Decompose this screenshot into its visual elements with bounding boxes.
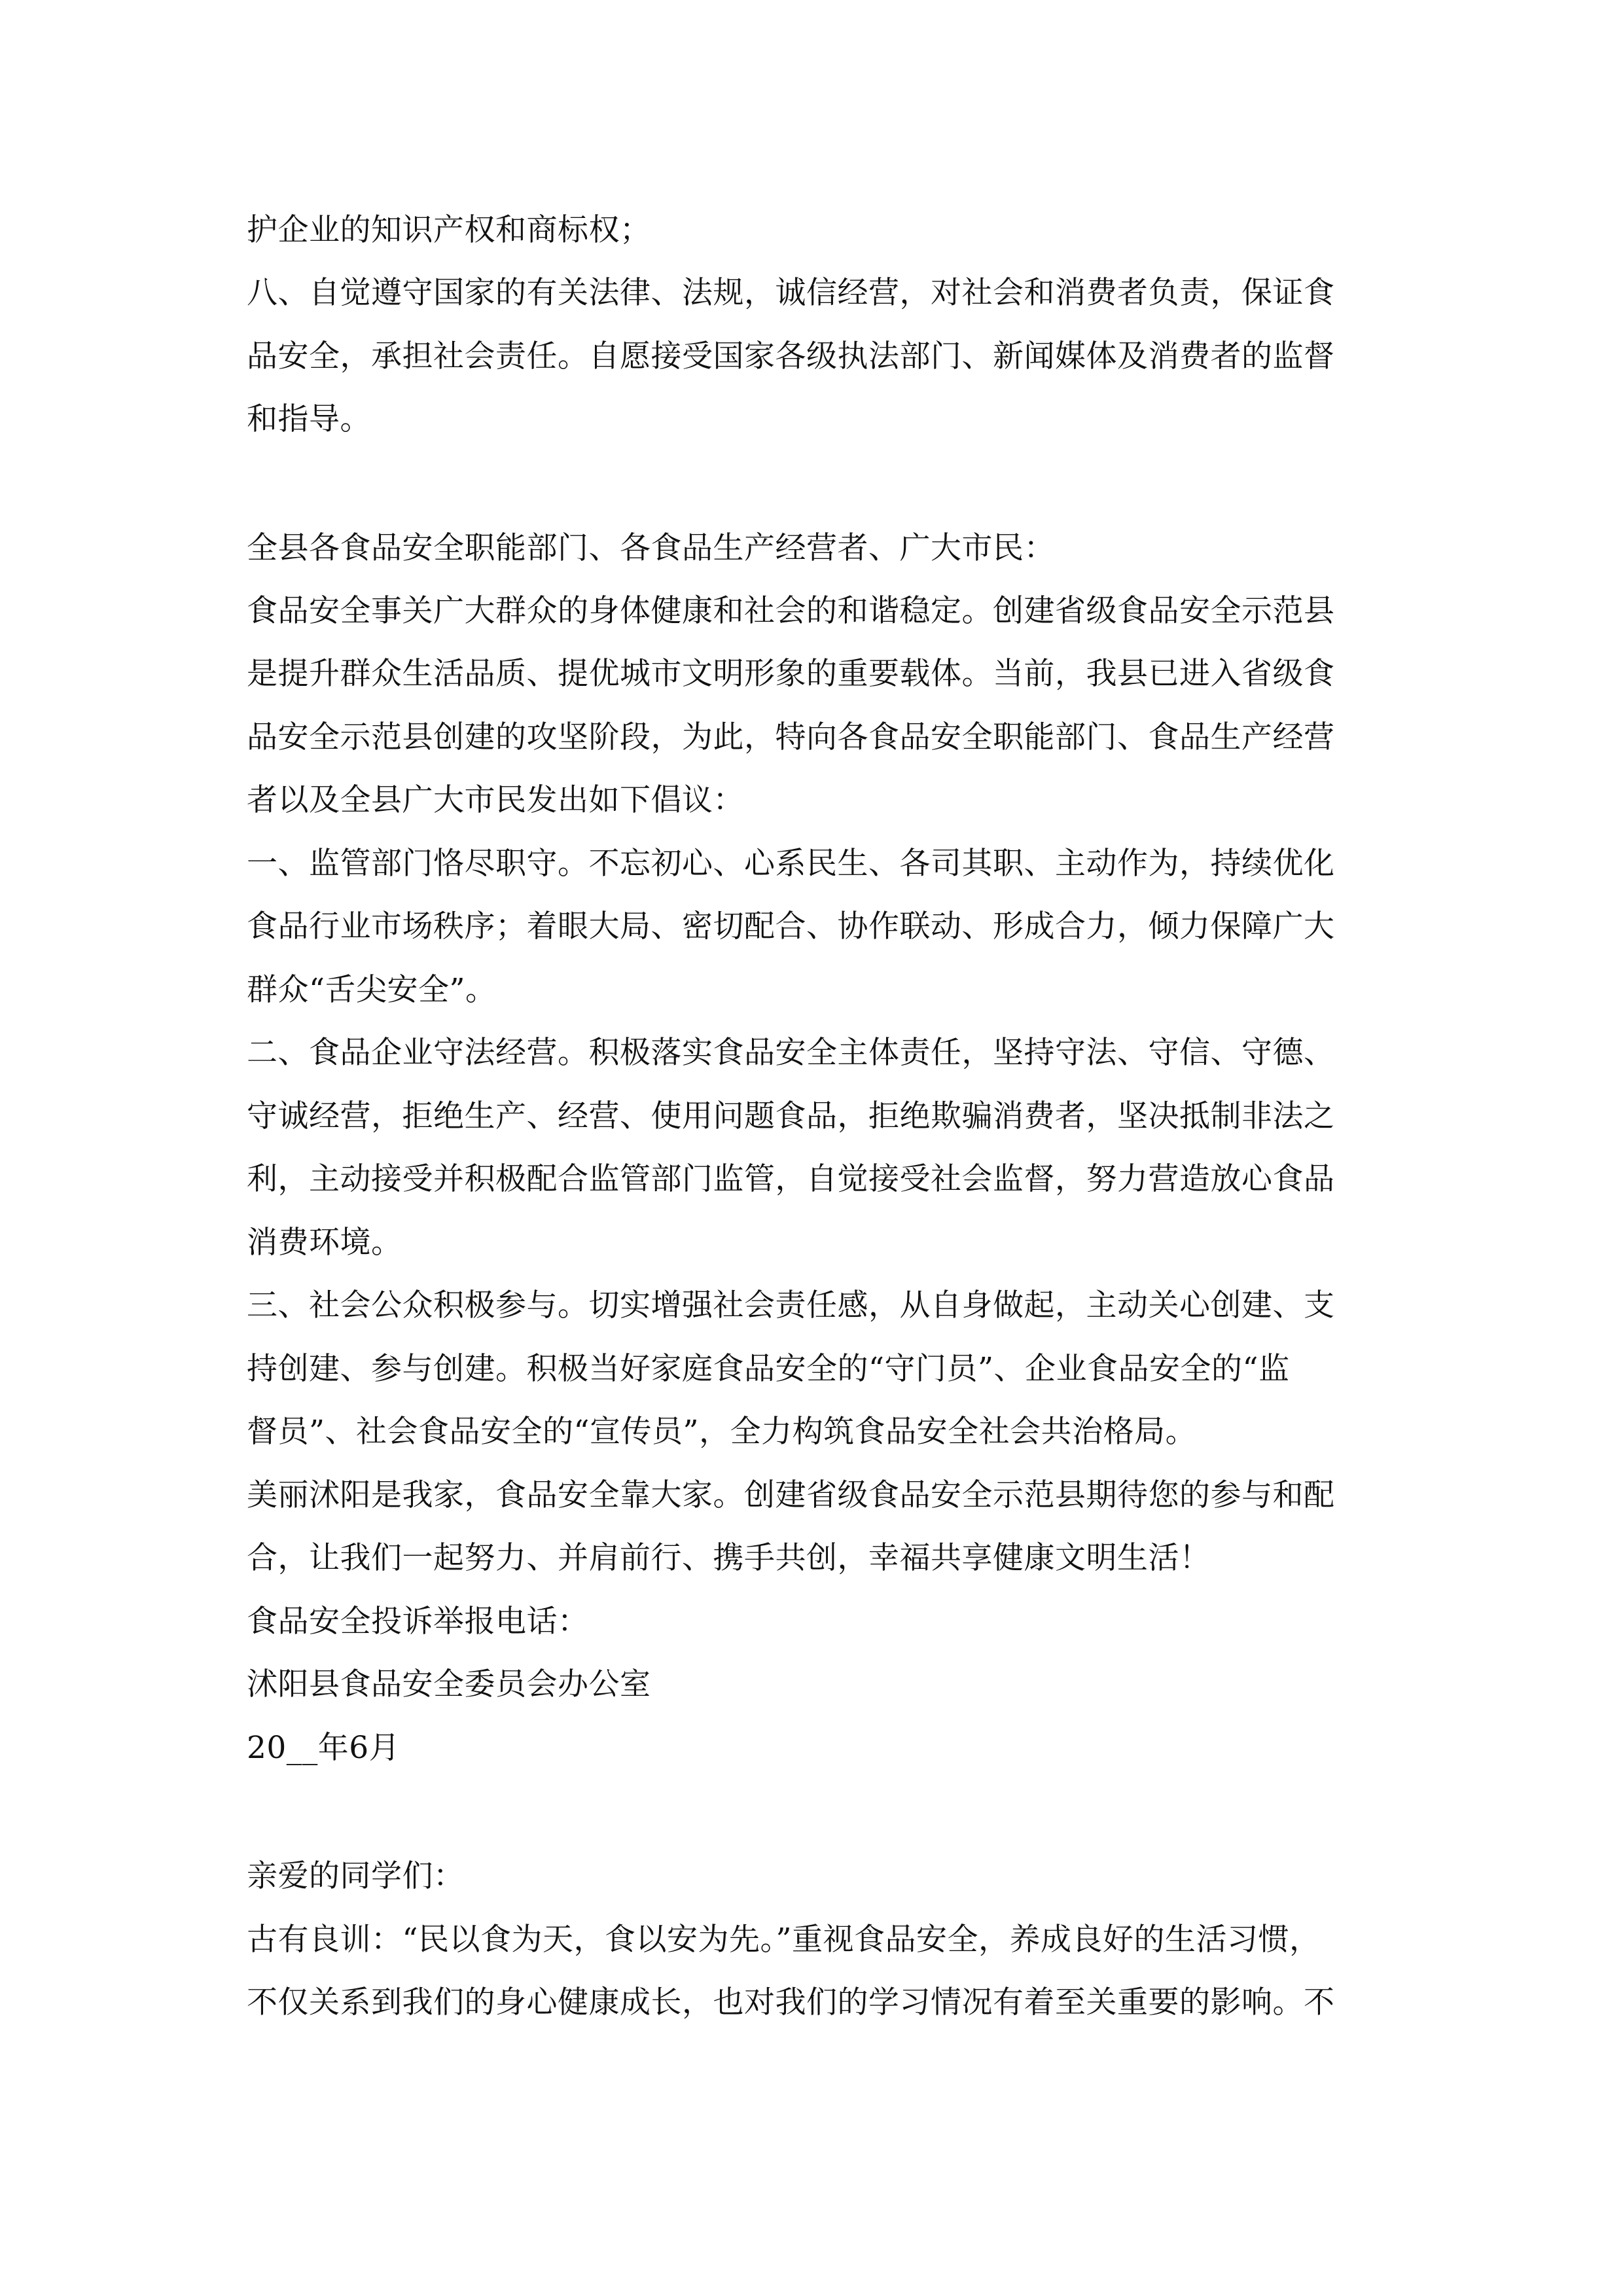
text-line: 守诚经营，拒绝生产、经营、使用问题食品，拒绝欺骗消费者，坚决抵制非法之 [247, 1098, 1335, 1134]
text-line: 利，主动接受并积极配合监管部门监管，自觉接受社会监督，努力营造放心食品 [247, 1161, 1335, 1197]
text-line: 督员”、社会食品安全的“宣传员”，全力构筑食品安全社会共治格局。 [247, 1414, 1197, 1450]
text-line: 群众“舌尖安全”。 [247, 972, 497, 1008]
text-line: 是提升群众生活品质、提优城市文明形象的重要载体。当前，我县已进入省级食 [247, 656, 1335, 692]
text-line: 一、监管部门恪尽职守。不忘初心、心系民生、各司其职、主动作为，持续优化 [247, 846, 1335, 882]
text-line: 和指导。 [247, 401, 371, 437]
text-line: 三、社会公众积极参与。切实增强社会责任感，从自身做起，主动关心创建、支 [247, 1287, 1335, 1323]
text-line: 不仅关系到我们的身心健康成长，也对我们的学习情况有着至关重要的影响。不 [247, 1984, 1335, 2020]
text-line: 沭阳县食品安全委员会办公室 [247, 1666, 651, 1702]
text-line: 合，让我们一起努力、并肩前行、携手共创，幸福共享健康文明生活！ [247, 1540, 1211, 1576]
text-line: 二、食品企业守法经营。积极落实食品安全主体责任，坚持守法、守信、守德、 [247, 1035, 1335, 1071]
text-line: 古有良训：“民以食为天，食以安为先。”重视食品安全，养成良好的生活习惯， [247, 1922, 1321, 1958]
text-line: 20__年6月 [247, 1730, 401, 1766]
text-line: 消费环境。 [247, 1225, 402, 1261]
text-line: 全县各食品安全职能部门、各食品生产经营者、广大市民： [247, 530, 1055, 566]
text-line: 者以及全县广大市民发出如下倡议： [247, 782, 744, 818]
text-line: 护企业的知识产权和商标权； [247, 212, 651, 248]
text-line: 品安全，承担社会责任。自愿接受国家各级执法部门、新闻媒体及消费者的监督 [247, 338, 1335, 374]
text-line: 食品行业市场秩序；着眼大局、密切配合、协作联动、形成合力，倾力保障广大 [247, 908, 1335, 944]
text-line: 食品安全事关广大群众的身体健康和社会的和谐稳定。创建省级食品安全示范县 [247, 593, 1335, 629]
text-line: 品安全示范县创建的攻坚阶段，为此，特向各食品安全职能部门、食品生产经营 [247, 719, 1335, 755]
text-line: 持创建、参与创建。积极当好家庭食品安全的“守门员”、企业食品安全的“监 [247, 1351, 1290, 1387]
text-line: 食品安全投诉举报电话： [247, 1604, 589, 1640]
text-line: 亲爱的同学们： [247, 1858, 465, 1894]
text-line: 美丽沭阳是我家，食品安全靠大家。创建省级食品安全示范县期待您的参与和配 [247, 1477, 1335, 1513]
text-line: 八、自觉遵守国家的有关法律、法规，诚信经营，对社会和消费者负责，保证食 [247, 275, 1335, 311]
